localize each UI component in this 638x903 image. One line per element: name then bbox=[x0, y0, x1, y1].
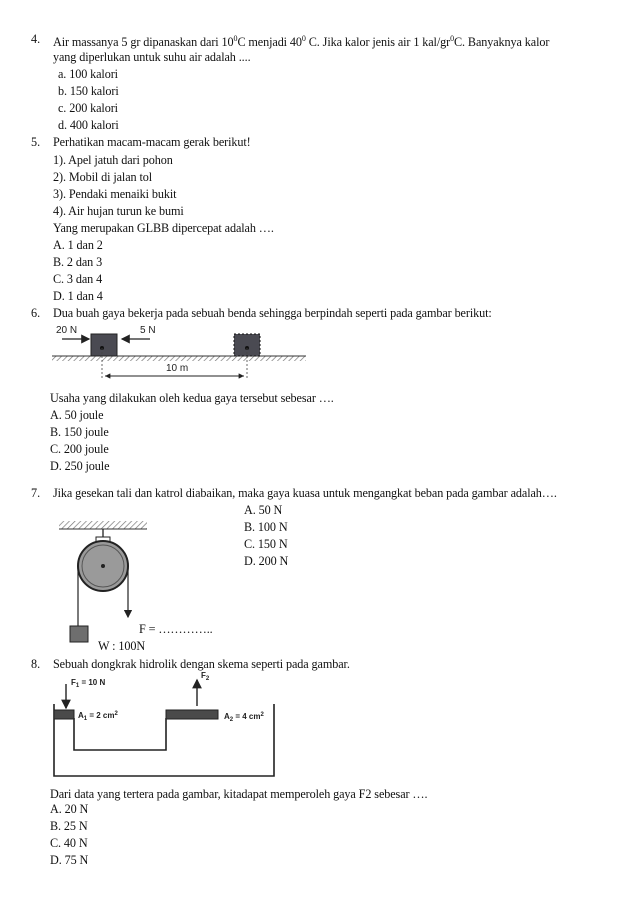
q6-distance-label: 10 m bbox=[166, 363, 189, 374]
q5-item-3: 3). Pendaki menaiki bukit bbox=[53, 187, 177, 201]
q4-text-d: C. Banyaknya kalor bbox=[454, 35, 550, 50]
q4-option-c: c. 200 kalori bbox=[58, 101, 118, 115]
q8-question: Sebuah dongkrak hidrolik dengan skema seperti pada gambar. bbox=[53, 657, 350, 671]
q4-option-d: d. 400 kalori bbox=[58, 118, 119, 132]
q7-ceiling bbox=[59, 521, 147, 529]
q8-number: 8. bbox=[31, 657, 41, 671]
q4-option-b: b. 150 kalori bbox=[58, 84, 119, 98]
q7-option-c: C. 150 N bbox=[244, 537, 288, 551]
q8-hydraulic-figure bbox=[48, 670, 288, 782]
q8-a1-label: $A_1 = 2$ $cm^2$ bbox=[78, 711, 118, 722]
q8-piston-large bbox=[166, 710, 218, 719]
q7-option-b: B. 100 N bbox=[244, 520, 288, 534]
q6-option-b: B. 150 joule bbox=[50, 425, 109, 439]
q6-figure bbox=[50, 322, 310, 384]
q6-force1-label: 20 N bbox=[56, 325, 78, 336]
q6-option-d: D. 250 joule bbox=[50, 459, 110, 473]
q5-prompt: Yang merupakan GLBB dipercepat adalah …. bbox=[53, 221, 274, 235]
q6-question: Dua buah gaya bekerja pada sebuah benda sehingga berpindah seperti pada gambar berikut: bbox=[53, 306, 492, 320]
q8-piston-small bbox=[54, 710, 74, 719]
q4-text-c: C. Jika kalor jenis air 1 kal/gr bbox=[305, 35, 451, 50]
q4-sup-2: 0 bbox=[301, 34, 306, 43]
q8-option-b: B. 25 N bbox=[50, 819, 88, 833]
q8-prompt: Dari data yang tertera pada gambar, kitadapat memperoleh gaya F2 sebesar …. bbox=[50, 787, 428, 801]
q7-force-label: F = ………….. bbox=[139, 622, 213, 636]
q5-item-2: 2). Mobil di jalan tol bbox=[53, 170, 153, 184]
q8-option-c: C. 40 N bbox=[50, 836, 88, 850]
q8-option-a: A. 20 N bbox=[50, 802, 89, 816]
q5-number: 5. bbox=[31, 135, 41, 149]
q5-question: Perhatikan macam-macam gerak berikut! bbox=[53, 135, 251, 149]
q8-f1-label: $F_1 = 10$ N bbox=[71, 678, 106, 689]
q4-option-a: a. 100 kalori bbox=[58, 67, 118, 81]
q7-option-d: D. 200 N bbox=[244, 554, 289, 568]
q8-f2-label: $F_2$ bbox=[201, 671, 210, 682]
q4-question-line2: yang diperlukan untuk suhu air adalah .... bbox=[53, 50, 251, 64]
q6-prompt: Usaha yang dilakukan oleh kedua gaya tersebut sebesar …. bbox=[50, 391, 334, 405]
q7-question: Jika gesekan tali dan katrol diabaikan, maka gaya kuasa untuk mengangkat beban pada gambar adalah…. bbox=[53, 486, 557, 500]
q4-text-a: Air massanya 5 gr dipanaskan dari 10 bbox=[53, 35, 234, 50]
q7-weight-label: W : 100N bbox=[98, 639, 146, 653]
q4-text-b: C menjadi 40 bbox=[237, 35, 302, 50]
q4-question-line1 bbox=[53, 32, 549, 49]
q6-block-start bbox=[91, 334, 117, 356]
q6-option-a: A. 50 joule bbox=[50, 408, 104, 422]
q5-item-4: 4). Air hujan turun ke bumi bbox=[53, 204, 184, 218]
q6-force2-label: 5 N bbox=[140, 325, 156, 336]
q4-number: 4. bbox=[31, 32, 41, 46]
q7-load-block bbox=[70, 626, 88, 642]
q5-item-1: 1). Apel jatuh dari pohon bbox=[53, 153, 173, 167]
q8-option-d: D. 75 N bbox=[50, 853, 89, 867]
q6-ground bbox=[52, 356, 306, 361]
q4-sup-1: 0 bbox=[233, 34, 238, 43]
q6-option-c: C. 200 joule bbox=[50, 442, 109, 456]
q4-sup-3: 0 bbox=[450, 34, 454, 43]
q5-option-a: A. 1 dan 2 bbox=[53, 238, 103, 252]
q5-option-d: D. 1 dan 4 bbox=[53, 289, 103, 303]
q7-option-a: A. 50 N bbox=[244, 503, 283, 517]
q6-number: 6. bbox=[31, 306, 41, 320]
q7-number: 7. bbox=[31, 486, 41, 500]
q5-option-c: C. 3 dan 4 bbox=[53, 272, 103, 286]
q5-option-b: B. 2 dan 3 bbox=[53, 255, 103, 269]
q8-a2-label: $A_2 = 4$ $cm^2$ bbox=[224, 712, 264, 723]
